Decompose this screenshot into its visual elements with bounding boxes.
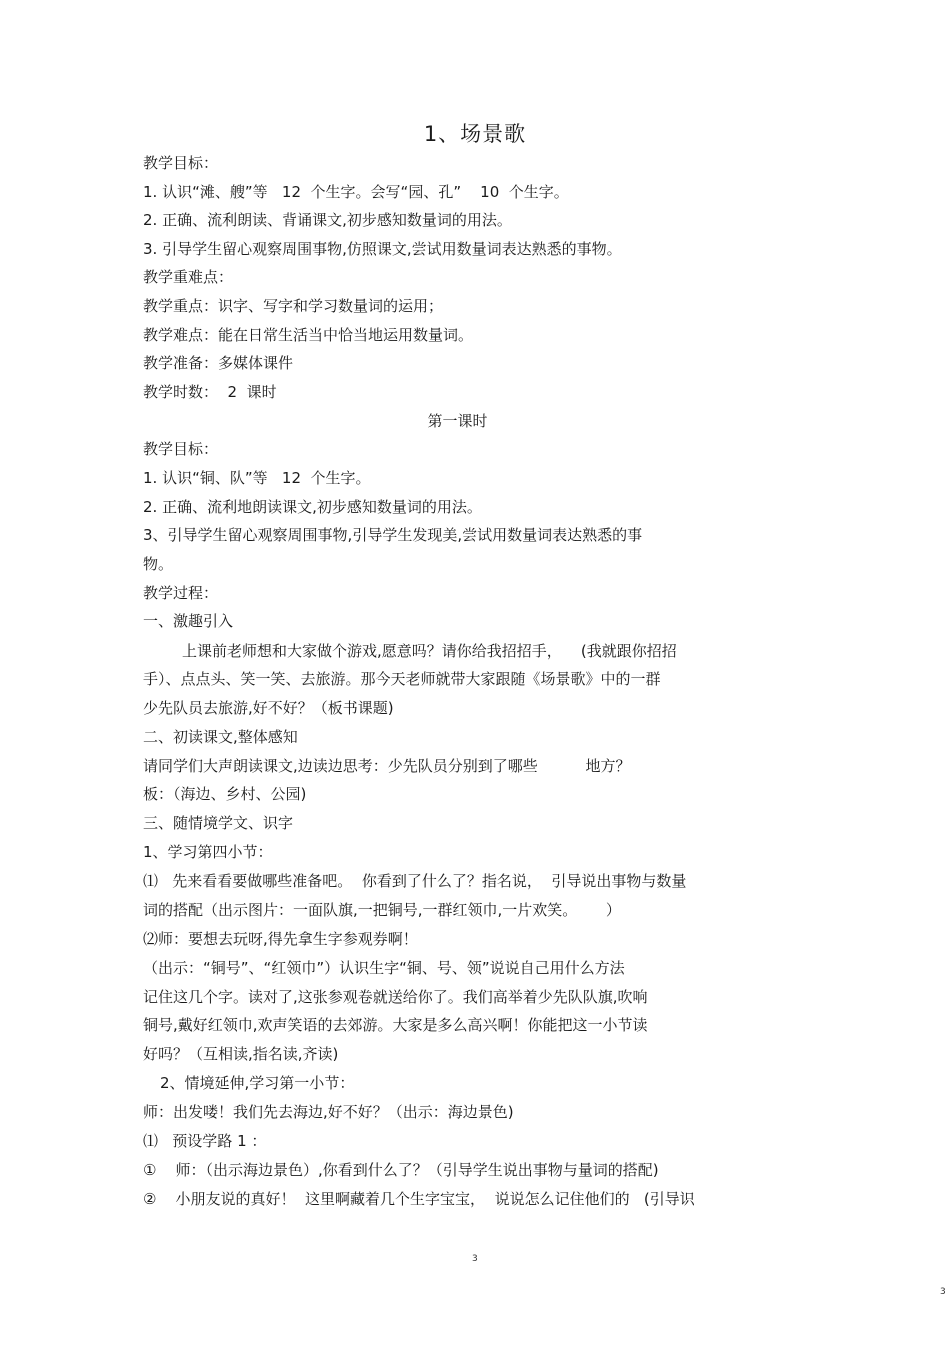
text-line: 教学准备：多媒体课件 (143, 354, 294, 372)
text-line: 记住这几个字。读对了,这张参观卷就送给你了。我们高举着少先队队旗,吹响 (143, 988, 648, 1006)
text-line: 二、初读课文,整体感知 (143, 728, 298, 746)
text-line: 2. 正确、流利朗读、背诵课文,初步感知数量词的用法。 (143, 211, 512, 229)
text-line: ② 小朋友说的真好！ 这里啊藏着几个生字宝宝， 说说怎么记住他们的 (引导识 (143, 1190, 695, 1208)
text-line: 2. 正确、流利地朗读课文,初步感知数量词的用法。 (143, 498, 482, 516)
text-line: 少先队员去旅游,好不好？（板书课题) (143, 699, 394, 717)
text-line: 教学目标： (143, 154, 219, 172)
text-line: 板：（海边、乡村、公园) (143, 785, 307, 803)
text-line: 教学目标： (143, 440, 219, 458)
text-line: 请同学们大声朗读课文,边读边思考：少先队员分别到了哪些 地方？ (143, 757, 631, 775)
text-line: （出示：“铜号”、“红领巾”）认识生字“铜、号、领”说说自己用什么方法 (143, 959, 625, 977)
text-line: 3. 引导学生留心观察周围事物,仿照课文,尝试用数量词表达熟悉的事物。 (143, 240, 622, 258)
text-line: 1. 认识“滩、艘”等 12 个生字。会写“园、孔” 10 个生字。 (143, 183, 569, 201)
text-line: 教学时数： 2 课时 (143, 383, 277, 401)
text-line: 3、引导学生留心观察周围事物,引导学生发现美,尝试用数量词表达熟悉的事 (143, 526, 643, 544)
text-line: ① 师：（出示海边景色）,你看到什么了？（引导学生说出事物与量词的搭配) (143, 1161, 659, 1179)
text-line: ⑵师：要想去玩呀,得先拿生字参观券啊！ (143, 930, 418, 948)
page-number: 3 (472, 1254, 478, 1264)
text-line: 2、情境延伸,学习第一小节： (160, 1074, 355, 1092)
text-line: 三、随情境学文、识字 (143, 814, 294, 832)
text-line: 教学过程： (143, 584, 219, 602)
text-line: 手）、点点头、笑一笑、去旅游。那今天老师就带大家跟随《场景歌》中的一群 (143, 670, 661, 688)
text-line: 好吗？（互相读,指名读,齐读) (143, 1045, 339, 1063)
text-line: 教学难点：能在日常生活当中恰当地运用数量词。 (143, 326, 474, 344)
page-title: 1、场景歌 (423, 122, 527, 146)
text-line: 1. 认识“铜、队”等 12 个生字。 (143, 469, 371, 487)
text-line: 1、学习第四小节： (143, 843, 273, 861)
text-line: 物。 (143, 555, 174, 573)
text-line: 教学重难点： (143, 268, 234, 286)
text-line: ⑴ 预设学路 1 ： (143, 1132, 267, 1150)
text-line: ⑴ 先来看看要做哪些准备吧。 你看到了什么了？指名说， 引导说出事物与数量 (143, 872, 687, 890)
text-line: 上课前老师想和大家做个游戏,愿意吗？请你给我招招手， (我就跟你招招 (182, 642, 677, 660)
page-number-corner: 3 (940, 1287, 946, 1297)
text-line: 词的搭配（出示图片：一面队旗,一把铜号,一群红领巾,一片欢笑。 ） (143, 901, 621, 919)
text-line: 铜号,戴好红领巾,欢声笑语的去郊游。大家是多么高兴啊！你能把这一小节读 (143, 1016, 648, 1034)
text-line: 教学重点：识字、写字和学习数量词的运用； (143, 297, 444, 315)
section-heading: 第一课时 (427, 412, 488, 430)
text-line: 师：出发喽！我们先去海边,好不好？（出示：海边景色) (143, 1103, 514, 1121)
text-line: 一、激趣引入 (143, 612, 234, 630)
